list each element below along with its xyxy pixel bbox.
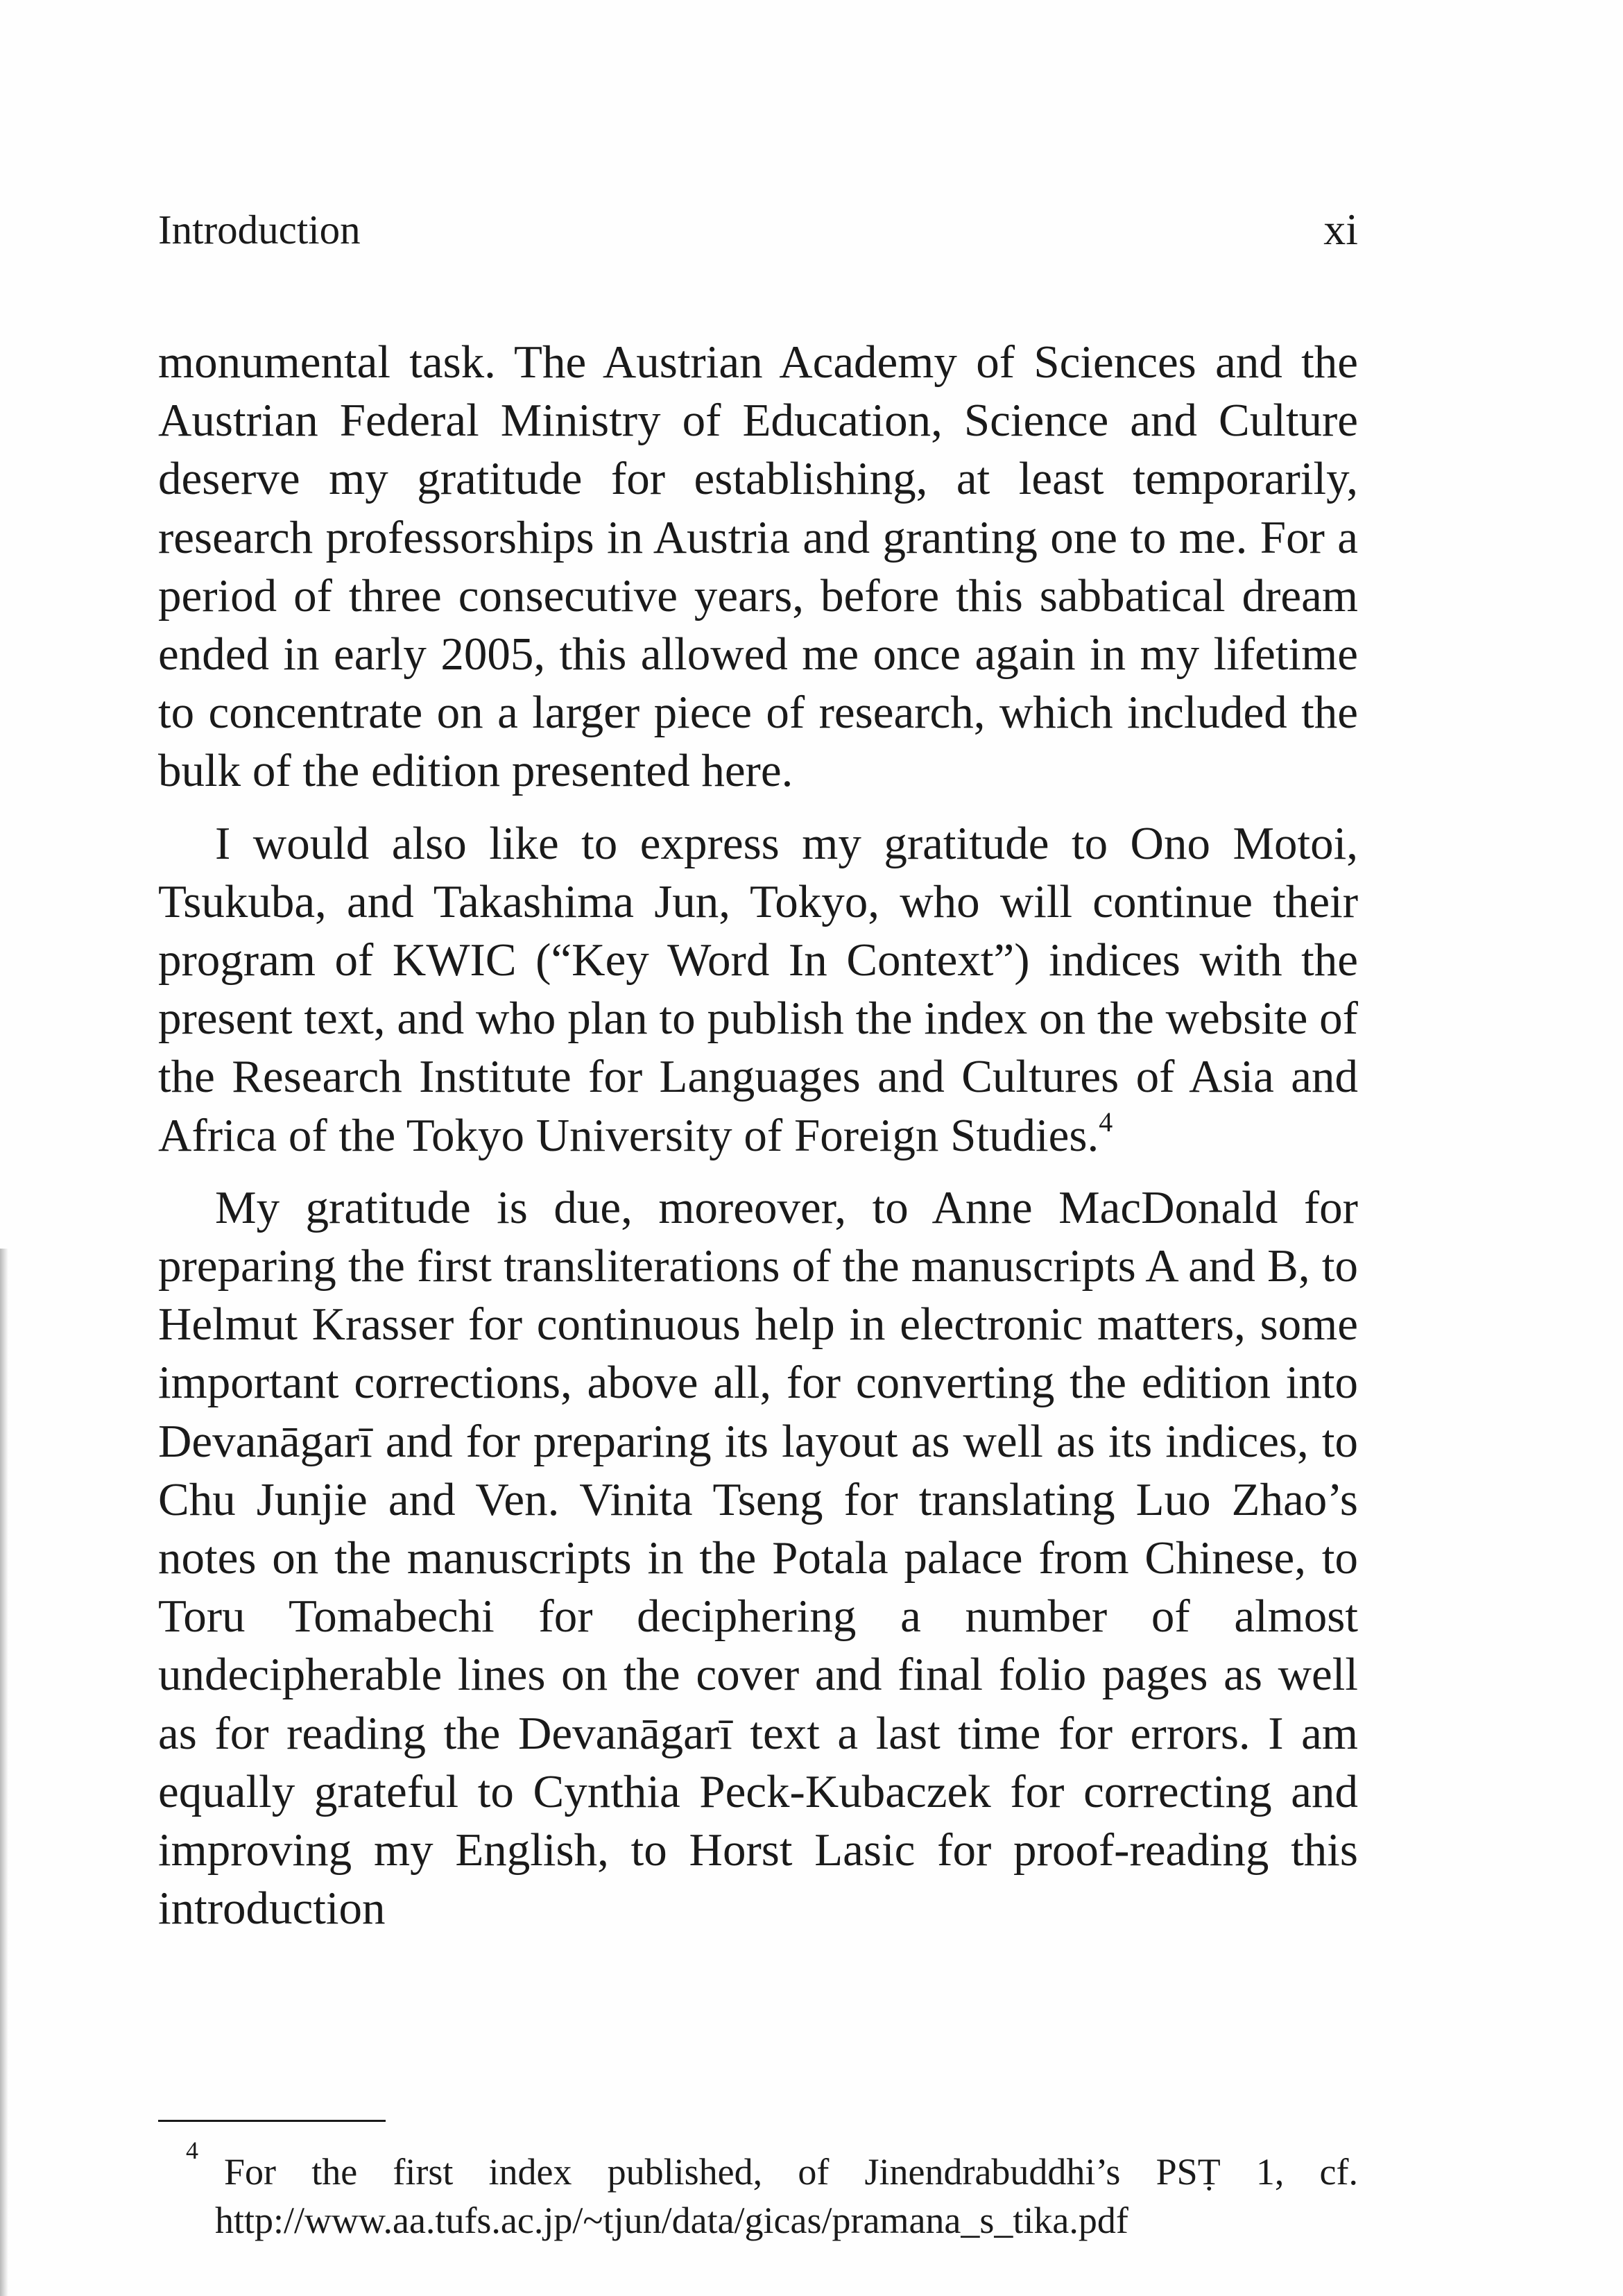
running-head-title: Introduction xyxy=(158,207,361,252)
page-number: xi xyxy=(1323,205,1358,254)
footnote xyxy=(158,2136,1358,2245)
footnote-text: For the first index published, of Jinendrabuddhi’s PSṬ 1, cf. xyxy=(224,2151,1358,2193)
paragraph-1-text: monumental task. The Austrian Academy of Sciences and the Austrian Federal Ministry of Education, Science and Culture deserve my gratitude for establishing, at least temporarily, research professorships in Austria and granting one to me. For a period of three consecutive years, before this sabbatical dream ended in early 2005, this allowed me once again in my lifetime to concentrate on a larger piece of research, which included the bulk of the edition presented here. xyxy=(158,336,1358,797)
paragraph-1 xyxy=(158,333,1358,800)
footnote-url: http://www.aa.tufs.ac.jp/~tjun/data/gicas/pramana_s_tika.pdf xyxy=(215,2200,1128,2241)
paragraph-2 xyxy=(158,814,1358,1165)
running-head xyxy=(158,205,1358,254)
paragraph-3-text: My gratitude is due, moreover, to Anne MacDonald for preparing the first transliterations of the manuscripts A and B, to Helmut Krasser for continuous help in electronic matters, some important corrections, above all, for converting the edition into Devanāgarī and for preparing its layout as well as its indices, to Chu Junjie and Ven. Vinita Tseng for translating Luo Zhao’s notes on the manuscripts in the Potala palace from Chinese, to Toru Tomabechi for deciphering a number of almost undecipherable lines on the cover and final folio pages as well as for reading the Devanāgarī text a last time for errors. I am equally grateful to Cynthia Peck-Kubaczek for correcting and improving my English, to Horst Lasic for proof-reading this introduction xyxy=(158,1181,1358,1935)
footnote-line-1 xyxy=(158,2136,1358,2196)
body-text xyxy=(158,333,1358,1937)
footnote-divider xyxy=(158,2120,386,2122)
binding-shadow xyxy=(0,1249,8,2296)
footnote-reference: 4 xyxy=(1099,1106,1113,1138)
footnote-mark: 4 xyxy=(186,2136,198,2164)
paragraph-3 xyxy=(158,1179,1358,1938)
paragraph-2-text: I would also like to express my gratitude to Ono Motoi, Tsukuba, and Takashima Jun, Tokyo, who will continue their program of KWIC (“Key Word In Context”) indices with the present text, and who plan to publish the index on the website of the Research Institute for Languages and Cultures of Asia and Africa of the Tokyo University of Foreign Studies. xyxy=(158,817,1358,1161)
